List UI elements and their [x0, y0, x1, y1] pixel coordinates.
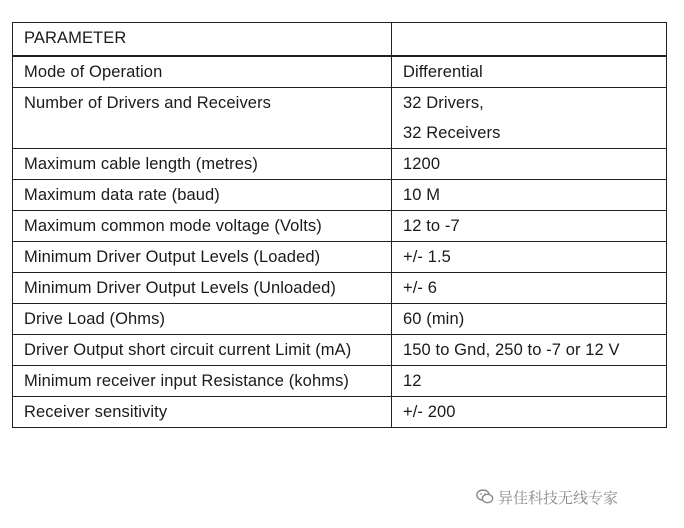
table-row	[13, 56, 667, 88]
header-parameter: PARAMETER	[13, 23, 392, 57]
value-cell: +/- 1.5	[392, 242, 667, 273]
parameter-cell: Number of Drivers and Receivers	[13, 88, 392, 149]
parameter-cell: Driver Output short circuit current Limit (mA)	[13, 335, 392, 366]
header-value	[392, 23, 667, 57]
parameter-cell: Maximum data rate (baud)	[13, 180, 392, 211]
table-header-row	[13, 23, 667, 57]
value-cell: 12	[392, 366, 667, 397]
value-cell: 150 to Gnd, 250 to -7 or 12 V	[392, 335, 667, 366]
table-row	[13, 304, 667, 335]
wechat-icon	[476, 488, 494, 506]
value-line-2: 32 Receivers	[403, 124, 501, 142]
value-cell: 1200	[392, 149, 667, 180]
parameter-cell: Receiver sensitivity	[13, 397, 392, 428]
table-row	[13, 88, 667, 149]
parameter-cell: Mode of Operation	[13, 56, 392, 88]
parameter-cell: Minimum Driver Output Levels (Loaded)	[13, 242, 392, 273]
parameter-cell: Drive Load (Ohms)	[13, 304, 392, 335]
parameter-cell: Minimum receiver input Resistance (kohms)	[13, 366, 392, 397]
table-row	[13, 273, 667, 304]
value-cell	[392, 88, 667, 149]
value-cell: 12 to -7	[392, 211, 667, 242]
watermark	[472, 486, 622, 508]
parameter-table	[12, 22, 667, 428]
parameter-cell: Minimum Driver Output Levels (Unloaded)	[13, 273, 392, 304]
table-row	[13, 366, 667, 397]
value-cell: +/- 6	[392, 273, 667, 304]
value-cell: Differential	[392, 56, 667, 88]
table-row	[13, 242, 667, 273]
parameter-cell: Maximum cable length (metres)	[13, 149, 392, 180]
value-cell: 10 M	[392, 180, 667, 211]
watermark-text: 异佳科技无线专家	[498, 488, 619, 507]
table-row	[13, 335, 667, 366]
table-row	[13, 180, 667, 211]
value-cell: +/- 200	[392, 397, 667, 428]
table-row	[13, 149, 667, 180]
table-row	[13, 397, 667, 428]
parameter-cell: Maximum common mode voltage (Volts)	[13, 211, 392, 242]
value-cell: 60 (min)	[392, 304, 667, 335]
value-line-1: 32 Drivers,	[403, 94, 484, 112]
table-row	[13, 211, 667, 242]
